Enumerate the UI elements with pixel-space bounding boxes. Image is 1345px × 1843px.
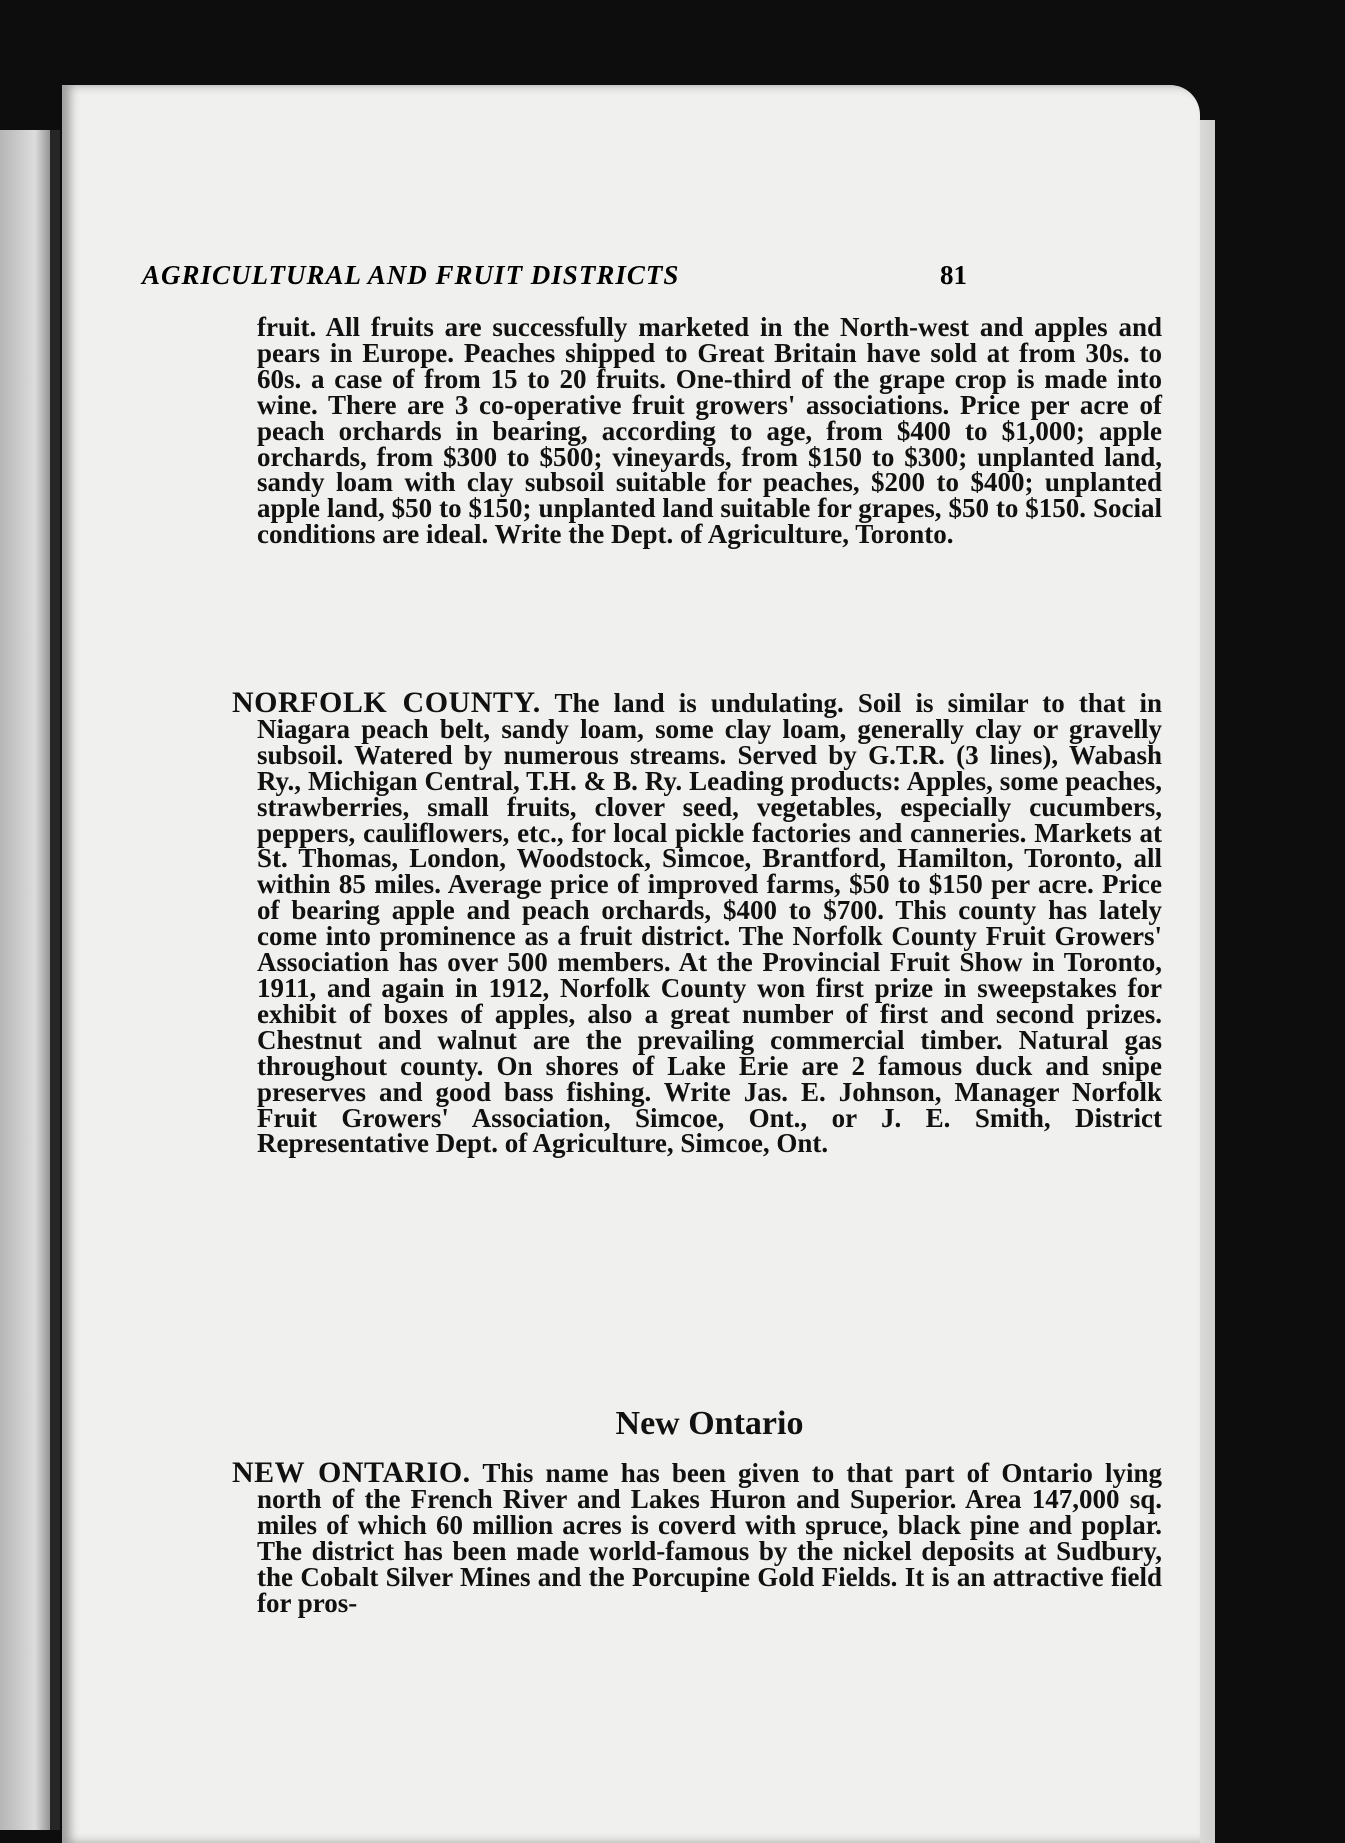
- adjacent-page-edge: [0, 130, 60, 1830]
- norfolk-county-title: NORFOLK COUNTY.: [232, 686, 541, 719]
- norfolk-county-paragraph: [232, 686, 1163, 1159]
- section-heading: New Ontario: [615, 1405, 804, 1442]
- running-title: AGRICULTURAL AND FRUIT DISTRICTS: [142, 260, 680, 290]
- new-ontario-body: This name has been given to that part of Ontario lying north of the French River and Lakes Huron and Superior. Area 147,000 sq. miles of which 60 million acres is coverd with spruce, black pine and poplar. The district has been made world-famous by the nickel deposits at Sudbury, the Cobalt Silver Mines and the Porcupine Gold Fields. It is an attractive field for pros-: [257, 1458, 1162, 1618]
- adjacent-page-strip: [0, 130, 50, 1830]
- running-header: [142, 260, 967, 291]
- norfolk-county-body: The land is undulating. Soil is similar to that in Niagara peach belt, sandy loam, some clay loam, generally clay or gravelly subsoil. Watered by numerous streams. Served by G.T.R. (3 lines), Wabash Ry., Michigan Central, T.H. & B. Ry. Leading products: Apples, some peaches, strawberries, small fruits, clover seed, vegetables, especially cucumbers, peppers, cauliflowers, etc., for local pickle factories and canneries. Markets at St. Thomas, London, Woodstock, Simcoe, Brantford, Hamilton, Toronto, all within 85 miles. Average price of improved farms, $50 to $150 per acre. Price of bearing apple and peach orchards, $400 to $700. This county has lately come into prominence as a fruit district. The Norfolk County Fruit Growers' Association has over 500 members. At the Provincial Fruit Show in Toronto, 1911, and again in 1912, Norfolk County won first prize in sweepstakes for exhibit of boxes of apples, also a great number of first and second prizes. Chestnut and walnut are the prevailing commercial timber. Natural gas throughout county. On shores of Lake Erie are 2 famous duck and snipe preserves and good bass fishing. Write Jas. E. Johnson, Manager Norfolk Fruit Growers' Association, Simcoe, Ont., or J. E. Smith, District Representative Dept. of Agriculture, Simcoe, Ont.: [257, 688, 1163, 1159]
- new-ontario-paragraph: [232, 1456, 1162, 1618]
- continuation-paragraph: fruit. All fruits are successfully marketed in the North-west and apples and pears in Europe. Peaches shipped to Great Britain have sold at from 30s. to 60s. a case of from 15 to 20 fruits. One-third of the grape crop is made into wine. There are 3 co-operative fruit growers' associations. Price per acre of peach orchards in bearing, according to age, from $400 to $1,000; apple orchards, from $300 to $500; vineyards, from $150 to $300; unplanted land, sandy loam with clay subsoil suitable for peaches, $200 to $400; unplanted apple land, $50 to $150; unplanted land suitable for grapes, $50 to $150. Social conditions are ideal. Write the Dept. of Agriculture, Toronto.: [257, 312, 1162, 550]
- page-number: 81: [940, 260, 967, 290]
- new-ontario-title: NEW ONTARIO.: [232, 1456, 471, 1489]
- book-page: [62, 85, 1200, 1843]
